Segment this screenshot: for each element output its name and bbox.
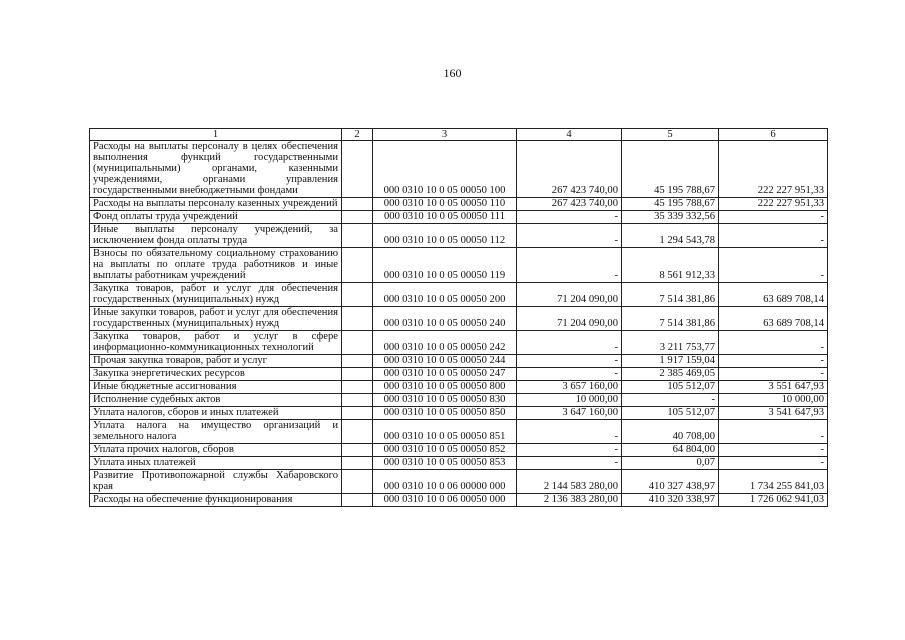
item-name: Уплата налогов, сборов и иных платежей — [90, 407, 342, 420]
column-2-cell — [342, 394, 373, 407]
executed-amount: 1 294 543,78 — [622, 224, 719, 248]
page-number: 160 — [443, 66, 462, 80]
item-name: Закупка товаров, работ и услуг в сфере информационно-коммуникационных технологий — [90, 331, 342, 355]
column-2-cell — [342, 368, 373, 381]
table-row — [90, 248, 828, 283]
item-name: Прочая закупка товаров, работ и услуг — [90, 355, 342, 368]
item-name: Расходы на обеспечение функционирования — [90, 494, 342, 507]
remaining-amount: - — [719, 444, 828, 457]
item-name: Уплата иных платежей — [90, 457, 342, 470]
item-name: Иные бюджетные ассигнования — [90, 381, 342, 394]
executed-amount: 105 512,07 — [622, 381, 719, 394]
budget-code: 000 0310 10 0 05 00050 800 — [373, 381, 517, 394]
remaining-amount: - — [719, 420, 828, 444]
approved-amount: - — [517, 248, 622, 283]
remaining-amount: - — [719, 211, 828, 224]
table-row — [90, 211, 828, 224]
column-2-cell — [342, 331, 373, 355]
approved-amount: 267 423 740,00 — [517, 198, 622, 211]
executed-amount: 8 561 912,33 — [622, 248, 719, 283]
remaining-amount: 1 734 255 841,03 — [719, 470, 828, 494]
column-2-cell — [342, 494, 373, 507]
executed-amount: 410 320 338,97 — [622, 494, 719, 507]
executed-amount: 7 514 381,86 — [622, 307, 719, 331]
budget-code: 000 0310 10 0 05 00050 110 — [373, 198, 517, 211]
approved-amount: 267 423 740,00 — [517, 141, 622, 198]
column-2-cell — [342, 457, 373, 470]
column-2-cell — [342, 355, 373, 368]
column-2-cell — [342, 470, 373, 494]
remaining-amount: - — [719, 355, 828, 368]
column-2-cell — [342, 407, 373, 420]
item-name: Расходы на выплаты персоналу в целях обеспечения выполнения функций государственными (муниципальными) органами, казенными учреждениями, органами управления государственными внебюджетными фондами — [90, 141, 342, 198]
approved-amount: 3 657 160,00 — [517, 381, 622, 394]
budget-code: 000 0310 10 0 05 00050 247 — [373, 368, 517, 381]
approved-amount: 71 204 090,00 — [517, 307, 622, 331]
budget-code: 000 0310 10 0 05 00050 242 — [373, 331, 517, 355]
budget-code: 000 0310 10 0 05 00050 830 — [373, 394, 517, 407]
column-2-cell — [342, 248, 373, 283]
column-header-4: 4 — [517, 129, 622, 141]
approved-amount: - — [517, 211, 622, 224]
budget-code: 000 0310 10 0 05 00050 112 — [373, 224, 517, 248]
column-2-cell — [342, 420, 373, 444]
table-row — [90, 381, 828, 394]
remaining-amount: - — [719, 331, 828, 355]
column-header-3: 3 — [373, 129, 517, 141]
budget-code: 000 0310 10 0 05 00050 111 — [373, 211, 517, 224]
remaining-amount: - — [719, 248, 828, 283]
remaining-amount: 222 227 951,33 — [719, 198, 828, 211]
budget-code: 000 0310 10 0 05 00050 240 — [373, 307, 517, 331]
column-header-6: 6 — [719, 129, 828, 141]
executed-amount: 3 211 753,77 — [622, 331, 719, 355]
budget-code: 000 0310 10 0 05 00050 853 — [373, 457, 517, 470]
table-row — [90, 368, 828, 381]
executed-amount: 45 195 788,67 — [622, 198, 719, 211]
column-header-5: 5 — [622, 129, 719, 141]
column-2-cell — [342, 211, 373, 224]
table-row — [90, 198, 828, 211]
executed-amount: 64 804,00 — [622, 444, 719, 457]
item-name: Взносы по обязательному социальному страхованию на выплаты по оплате труда работников и иные выплаты работникам учреждений — [90, 248, 342, 283]
executed-amount: 45 195 788,67 — [622, 141, 719, 198]
approved-amount: - — [517, 368, 622, 381]
budget-code: 000 0310 10 0 06 00000 000 — [373, 470, 517, 494]
approved-amount: - — [517, 355, 622, 368]
table-row — [90, 283, 828, 307]
remaining-amount: 1 726 062 941,03 — [719, 494, 828, 507]
remaining-amount: - — [719, 457, 828, 470]
item-name: Уплата прочих налогов, сборов — [90, 444, 342, 457]
column-number-row — [90, 129, 828, 141]
table-body — [90, 141, 828, 507]
executed-amount: 35 339 332,56 — [622, 211, 719, 224]
executed-amount: 2 385 469,05 — [622, 368, 719, 381]
table-row — [90, 457, 828, 470]
remaining-amount: - — [719, 368, 828, 381]
executed-amount: 40 708,00 — [622, 420, 719, 444]
table-row — [90, 444, 828, 457]
table-row — [90, 355, 828, 368]
item-name: Уплата налога на имущество организаций и земельного налога — [90, 420, 342, 444]
approved-amount: - — [517, 444, 622, 457]
item-name: Фонд оплаты труда учреждений — [90, 211, 342, 224]
item-name: Исполнение судебных актов — [90, 394, 342, 407]
remaining-amount: 222 227 951,33 — [719, 141, 828, 198]
item-name: Развитие Противопожарной службы Хабаровского края — [90, 470, 342, 494]
item-name: Закупка энергетических ресурсов — [90, 368, 342, 381]
budget-code: 000 0310 10 0 05 00050 200 — [373, 283, 517, 307]
budget-code: 000 0310 10 0 05 00050 852 — [373, 444, 517, 457]
budget-code: 000 0310 10 0 06 00050 000 — [373, 494, 517, 507]
budget-execution-table — [89, 128, 828, 507]
executed-amount: - — [622, 394, 719, 407]
approved-amount: 10 000,00 — [517, 394, 622, 407]
column-2-cell — [342, 444, 373, 457]
approved-amount: 2 144 583 280,00 — [517, 470, 622, 494]
item-name: Расходы на выплаты персоналу казенных учреждений — [90, 198, 342, 211]
column-header-1: 1 — [90, 129, 342, 141]
remaining-amount: 63 689 708,14 — [719, 283, 828, 307]
item-name: Иные закупки товаров, работ и услуг для обеспечения государственных (муниципальных) нужд — [90, 307, 342, 331]
table-row — [90, 407, 828, 420]
column-header-2: 2 — [342, 129, 373, 141]
table-row — [90, 331, 828, 355]
budget-code: 000 0310 10 0 05 00050 850 — [373, 407, 517, 420]
approved-amount: 3 647 160,00 — [517, 407, 622, 420]
budget-code: 000 0310 10 0 05 00050 851 — [373, 420, 517, 444]
column-2-cell — [342, 307, 373, 331]
approved-amount: 2 136 383 280,00 — [517, 494, 622, 507]
executed-amount: 105 512,07 — [622, 407, 719, 420]
column-2-cell — [342, 381, 373, 394]
column-2-cell — [342, 141, 373, 198]
remaining-amount: 3 551 647,93 — [719, 381, 828, 394]
executed-amount: 0,07 — [622, 457, 719, 470]
table-row — [90, 420, 828, 444]
column-2-cell — [342, 198, 373, 211]
column-2-cell — [342, 224, 373, 248]
approved-amount: - — [517, 224, 622, 248]
approved-amount: - — [517, 420, 622, 444]
table-row — [90, 141, 828, 198]
budget-code: 000 0310 10 0 05 00050 100 — [373, 141, 517, 198]
table-row — [90, 394, 828, 407]
budget-code: 000 0310 10 0 05 00050 244 — [373, 355, 517, 368]
table-row — [90, 224, 828, 248]
executed-amount: 7 514 381,86 — [622, 283, 719, 307]
executed-amount: 1 917 159,04 — [622, 355, 719, 368]
budget-code: 000 0310 10 0 05 00050 119 — [373, 248, 517, 283]
remaining-amount: 63 689 708,14 — [719, 307, 828, 331]
remaining-amount: 3 541 647,93 — [719, 407, 828, 420]
remaining-amount: - — [719, 224, 828, 248]
column-2-cell — [342, 283, 373, 307]
item-name: Иные выплаты персоналу учреждений, за исключением фонда оплаты труда — [90, 224, 342, 248]
table-row — [90, 307, 828, 331]
remaining-amount: 10 000,00 — [719, 394, 828, 407]
table-row — [90, 494, 828, 507]
executed-amount: 410 327 438,97 — [622, 470, 719, 494]
approved-amount: - — [517, 331, 622, 355]
item-name: Закупка товаров, работ и услуг для обеспечения государственных (муниципальных) нужд — [90, 283, 342, 307]
approved-amount: 71 204 090,00 — [517, 283, 622, 307]
table-row — [90, 470, 828, 494]
approved-amount: - — [517, 457, 622, 470]
